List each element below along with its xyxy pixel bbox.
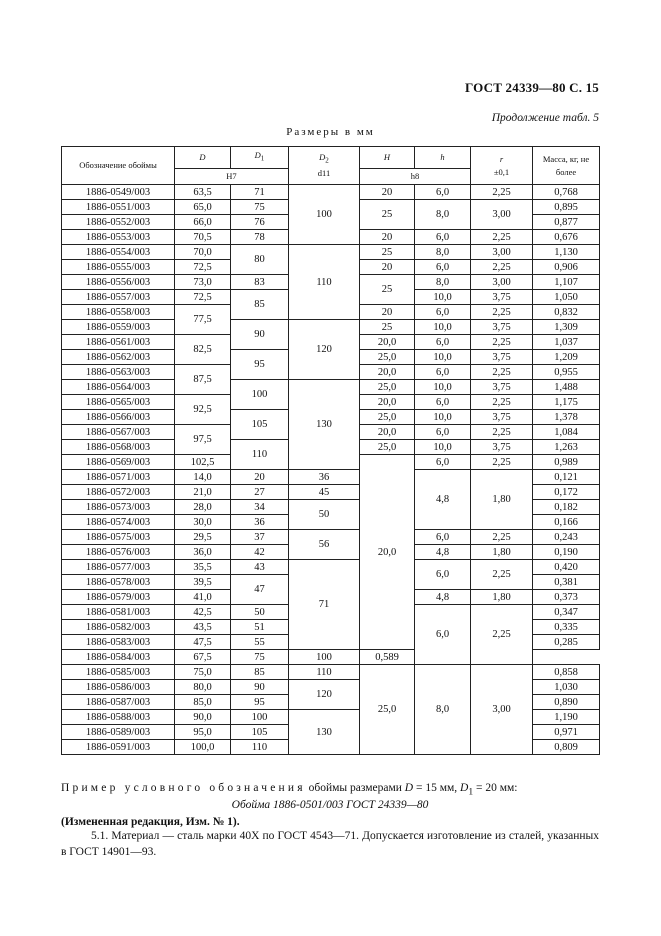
page-header: ГОСТ 24339—80 С. 15 [465,80,599,95]
table-row: 1886-0567/003 97,5 20,0 6,0 2,25 1,084 [62,425,600,440]
table-row: 1886-0584/003 67,5 75 100 0,589 [62,650,600,665]
example-designation: Обойма 1886-0501/003 ГОСТ 24339—80 [231,799,429,811]
table-continuation-label: Продолжение табл. 5 [491,112,599,124]
table-row: 1886-0579/003 41,0 4,8 1,80 0,373 [62,590,600,605]
table-row: 1886-0575/003 29,5 37 56 6,0 2,25 0,243 [62,530,600,545]
table-row: 1886-0578/003 39,5 47 0,381 [62,575,600,590]
table-row: 1886-0555/003 72,5 20 6,0 2,25 0,906 [62,260,600,275]
table-row: 1886-0554/003 70,0 80 110 25 8,0 3,00 1,130 [62,245,600,260]
col-header-H: H [360,147,415,169]
table-row: 1886-0565/003 92,5 20,0 6,0 2,25 1,175 [62,395,600,410]
table-row: 1886-0587/003 85,0 95 0,890 [62,695,600,710]
table-row: 1886-0582/003 43,5 51 0,335 [62,620,600,635]
table-row: 1886-0576/003 36,0 42 4,8 1,80 0,190 [62,545,600,560]
table-row: 1886-0588/003 90,0 100 130 1,190 [62,710,600,725]
table-row: 1886-0577/003 35,5 43 71 6,0 2,25 0,420 [62,560,600,575]
col-header-r: r ±0,1 [471,147,533,185]
material-note: 5.1. Материал — сталь марки 40Х по ГОСТ 4543—71. Допускается изготовление из сталей, указанных в ГОСТ 14901—93. [61,830,599,858]
col-header-D1: $D_1$ [231,147,289,169]
table-row: 1886-0568/003 110 25,0 10,0 3,75 1,263 [62,440,600,455]
table-row: 1886-0553/003 70,5 78 20 6,0 2,25 0,676 [62,230,600,245]
table-row: 1886-0558/003 77,5 20 6,0 2,25 0,832 [62,305,600,320]
col-header-tol-H7: H7 [175,169,289,185]
table-row: 1886-0559/003 90 120 25 10,0 3,75 1,309 [62,320,600,335]
table-row: 1886-0586/003 80,0 90 120 1,030 [62,680,600,695]
col-header-mass: Масса, кг, не более [533,147,600,185]
table-row: 1886-0589/003 95,0 105 0,971 [62,725,600,740]
table-row: 1886-0574/003 30,0 36 0,166 [62,515,600,530]
table-row: 1886-0549/003 63,5 71 100 20 6,0 2,25 0,768 [62,185,600,200]
table-row: 1886-0572/003 21,0 27 45 0,172 [62,485,600,500]
table-row: 1886-0569/003 102,5 20,0 6,0 2,25 0,989 [62,455,600,470]
table-row: 1886-0561/003 82,5 20,0 6,0 2,25 1,037 [62,335,600,350]
col-header-tol-h8: h8 [360,169,471,185]
table-row: 1886-0564/003 100 130 25,0 10,0 3,75 1,488 [62,380,600,395]
col-header-D2: $D_2$ d11 [289,147,360,185]
table-row: 1886-0591/003 100,0 110 0,809 [62,740,600,755]
amendment-note: (Измененная редакция, Изм. № 1). [61,816,240,828]
table-row: 1886-0581/003 42,5 50 6,0 2,25 0,347 [62,605,600,620]
table-row: 1886-0551/003 65,0 75 25 8,0 3,00 0,895 [62,200,600,215]
col-header-D: D [175,147,231,169]
table-row: 1886-0583/003 47,5 55 0,285 [62,635,600,650]
table-row: 1886-0562/003 95 25,0 10,0 3,75 1,209 [62,350,600,365]
designation-example: Пример условного обозначения обоймы размерами D = 15 мм, $D_1 = 20$ мм: [61,782,518,798]
dimensions-table [61,146,600,755]
table-row: 1886-0556/003 73,0 83 25 8,0 3,00 1,107 [62,275,600,290]
table-row: 1886-0563/003 87,5 20,0 6,0 2,25 0,955 [62,365,600,380]
table-row: 1886-0571/003 14,0 20 36 4,8 1,80 0,121 [62,470,600,485]
col-header-designation: Обозначение обоймы [62,147,175,185]
table-row: 1886-0585/003 75,0 85 110 25,0 8,0 3,00 0,858 [62,665,600,680]
table-row: 1886-0566/003 105 25,0 10,0 3,75 1,378 [62,410,600,425]
table-caption: Размеры в мм [286,126,375,138]
table-row: 1886-0573/003 28,0 34 50 0,182 [62,500,600,515]
col-header-h: h [415,147,471,169]
table-row: 1886-0557/003 72,5 85 10,0 3,75 1,050 [62,290,600,305]
table-row: 1886-0552/003 66,0 76 0,877 [62,215,600,230]
